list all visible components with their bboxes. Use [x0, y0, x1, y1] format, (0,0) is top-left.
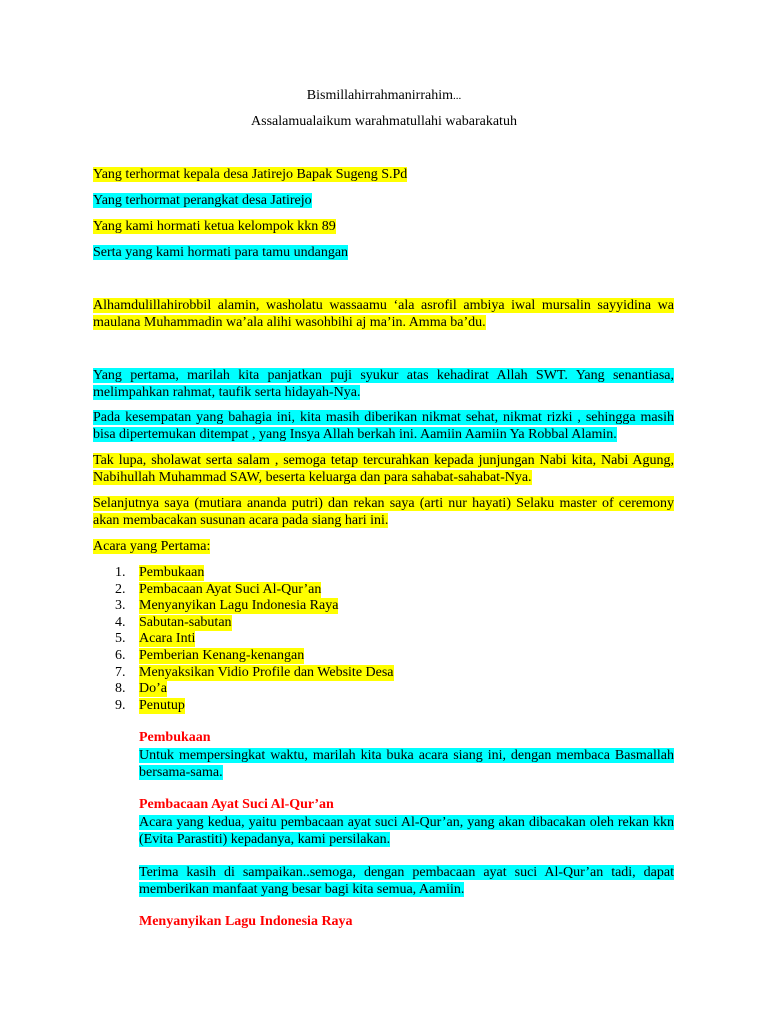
paragraph-1 [93, 367, 674, 401]
agenda-item-number: 6. [115, 647, 126, 663]
agenda-item-label: Menyaksikan Vidio Profile dan Website Desa [139, 664, 394, 680]
agenda-intro-text: Acara yang Pertama: [93, 539, 211, 554]
paragraph-3-text: Tak lupa, sholawat serta salam , semoga tetap tercurahkan kepada junjungan Nabi kita, Nabi Agung, Nabihullah Muhammad SAW, beserta keluarga dan para sahabat-sahabat-Nya. [93, 453, 674, 485]
agenda-item-label: Penutup [139, 697, 185, 713]
paragraph-4 [93, 495, 674, 529]
salam-line: Assalamualaikum warahmatullahi wabarakatuh [251, 114, 517, 129]
section-text-quran-thanks [139, 864, 674, 898]
paragraph-1-text: Yang pertama, marilah kita panjatkan puji syukur atas kehadirat Allah SWT. Yang senantiasa, melimpahkan rahmat, taufik serta hidayah-Nya. [93, 368, 674, 400]
honor-line-2 [93, 193, 312, 209]
honor-line-3 [93, 219, 336, 235]
honor-line-4 [93, 245, 348, 261]
honor-text-3: Yang kami hormati ketua kelompok kkn 89 [93, 219, 336, 234]
agenda-item-label: Pembukaan [139, 565, 205, 580]
section-heading-quran: Pembacaan Ayat Suci Al-Qur’an [139, 797, 334, 812]
agenda-item-label: Pemberian Kenang-kenangan [139, 647, 305, 663]
paragraph-4-text: Selanjutnya saya (mutiara ananda putri) dan rekan saya (arti nur hayati) Selaku master of ceremony akan membacakan susunan acara pada siang hari ini. [93, 496, 674, 528]
agenda-item-number: 5. [115, 631, 126, 647]
agenda-item-number: 1. [115, 565, 126, 580]
bismillah-text: Bismillahirrahmanirrahim [306, 88, 453, 103]
paragraph-2 [93, 409, 674, 443]
honor-line-1 [93, 167, 407, 183]
section-heading-lagu: Menyanyikan Lagu Indonesia Raya [139, 914, 353, 929]
agenda-item-number: 7. [115, 664, 126, 680]
opening-prayer-paragraph [93, 297, 674, 331]
agenda-item-number: 8. [115, 681, 126, 697]
paragraph-2-text: Pada kesempatan yang bahagia ini, kita masih diberikan nikmat sehat, nikmat rizki , sehingga masih bisa dipertemukan ditempat , yang Insya Allah berkah ini. Aamiin Aamiin Ya Robbal Alamin. [93, 410, 674, 442]
agenda-item-label: Menyanyikan Lagu Indonesia Raya [139, 598, 339, 614]
agenda-item-label: Acara Inti [139, 631, 196, 647]
opening-prayer-text: Alhamdulillahirobbil alamin, washolatu wassaamu ‘ala asrofil ambiya iwal mursalin sayyidina wa maulana Muhammadin wa’ala alihi wasohbihi aj ma’in. Amma ba’du. [93, 298, 674, 330]
bismillah-line [0, 88, 768, 104]
agenda-item-number: 2. [115, 581, 126, 597]
agenda-item-number: 3. [115, 598, 126, 614]
section-text-pembukaan [139, 747, 674, 781]
honor-text-4: Serta yang kami hormati para tamu undangan [93, 245, 349, 260]
agenda-item-label: Do’a [139, 681, 167, 697]
honor-text-1: Yang terhormat kepala desa Jatirejo Bapak Sugeng S.Pd [93, 167, 408, 182]
quran-text: Acara yang kedua, yaitu pembacaan ayat suci Al-Qur’an, yang akan dibacakan oleh rekan kkn (Evita Parastiti) kepadanya, kami persilakan. [139, 815, 674, 847]
pembukaan-text: Untuk mempersingkat waktu, marilah kita buka acara siang ini, dengan membaca Basmallah bersama-sama. [139, 748, 674, 780]
section-heading-pembukaan: Pembukaan [139, 730, 211, 745]
paragraph-3 [93, 452, 674, 486]
agenda-item-label: Sabutan-sabutan [139, 614, 232, 630]
quran-thanks-text: Terima kasih di sampaikan..semoga, dengan pembacaan ayat suci Al-Qur’an tadi, dapat memberikan manfaat yang besar bagi kita semua, Aamiin. [139, 865, 674, 897]
bismillah-dots: ... [452, 90, 462, 102]
agenda-intro-line [93, 539, 210, 555]
agenda-item-label: Pembacaan Ayat Suci Al-Qur’an [139, 581, 322, 597]
agenda-item-number: 9. [115, 697, 126, 713]
agenda-item-number: 4. [115, 614, 126, 630]
section-text-quran [139, 814, 674, 848]
honor-text-2: Yang terhormat perangkat desa Jatirejo [93, 193, 312, 208]
